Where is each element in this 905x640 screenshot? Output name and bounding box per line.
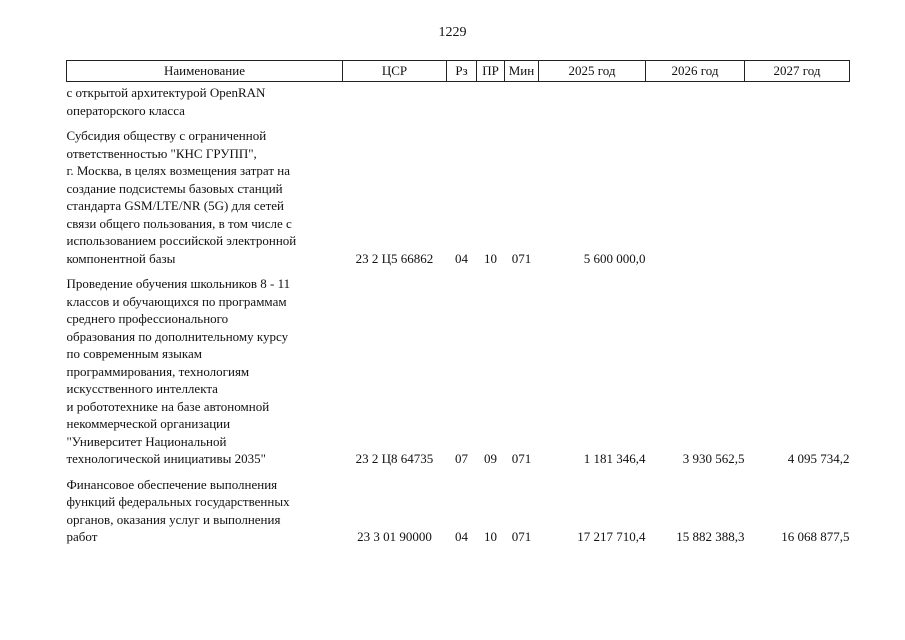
row-name: Субсидия обществу с ограниченной ответственностью "КНС ГРУПП", г. Москва, в целях возмещения затрат на создание подсистемы базовых станций стандарта GSM/LTE/NR (5G) для сетей связи общего пользования, в том числе с использованием российской электронной компонентной базы [66,128,297,266]
row-min: 071 [511,451,532,466]
header-name: Наименование [67,61,343,82]
page-number: 1229 [438,25,467,40]
row-pr: 09 [484,451,497,466]
row-pr: 10 [484,529,497,544]
row-name-cell [67,275,343,468]
budget-table [66,60,850,546]
row-2026: 15 882 388,3 [676,529,745,544]
table-row [67,82,850,120]
row-2025: 17 217 710,4 [577,529,646,544]
header-2026: 2026 год [646,61,745,82]
row-2025 [539,82,646,120]
row-min [505,82,539,120]
row-2026: 3 930 562,5 [682,451,745,466]
row-name-cell [67,476,343,546]
row-csr: 23 3 01 90000 [357,529,432,544]
table-header-row [67,61,850,82]
row-spacer [67,267,850,275]
header-csr: ЦСР [343,61,447,82]
row-2026 [646,127,745,267]
row-2025: 1 181 346,4 [583,451,646,466]
row-name-cell [67,82,343,120]
header-2027: 2027 год [745,61,850,82]
row-name-cell [67,127,343,267]
header-min: Мин [505,61,539,82]
row-pr [477,82,505,120]
row-min: 071 [511,529,532,544]
row-csr: 23 2 Ц8 64735 [355,451,434,466]
row-spacer [67,119,850,127]
table-row [67,127,850,267]
row-2025: 5 600 000,0 [583,250,646,266]
row-2027 [745,82,850,120]
row-spacer [67,468,850,476]
header-rz: Рз [447,61,477,82]
row-2027: 4 095 734,2 [787,451,850,466]
row-rz: 04 [455,250,468,266]
row-csr: 23 2 Ц5 66862 [355,250,434,266]
row-2026 [646,82,745,120]
row-min: 071 [511,250,532,266]
header-2025: 2025 год [539,61,646,82]
row-2027: 16 068 877,5 [781,529,850,544]
row-rz: 04 [455,529,468,544]
row-rz: 07 [455,451,468,466]
table-row [67,476,850,546]
row-name: Проведение обучения школьников 8 - 11 классов и обучающихся по программам среднего профессионального образования по дополнительному курсу по современным языкам программирования, технологиям искусственного интеллекта и робототехнике на базе автономной некоммерческой организации "Университет Национальной технологической инициативы 2035" [66,276,291,466]
row-pr: 10 [484,250,497,266]
row-name: с открытой архитектурой OpenRAN операторского класса [66,85,266,118]
row-csr [343,82,447,120]
header-pr: ПР [477,61,505,82]
row-2027 [745,127,850,267]
table-row [67,275,850,468]
row-name: Финансовое обеспечение выполнения функций федеральных государственных органов, оказания услуг и выполнения работ [66,476,290,544]
row-rz [447,82,477,120]
